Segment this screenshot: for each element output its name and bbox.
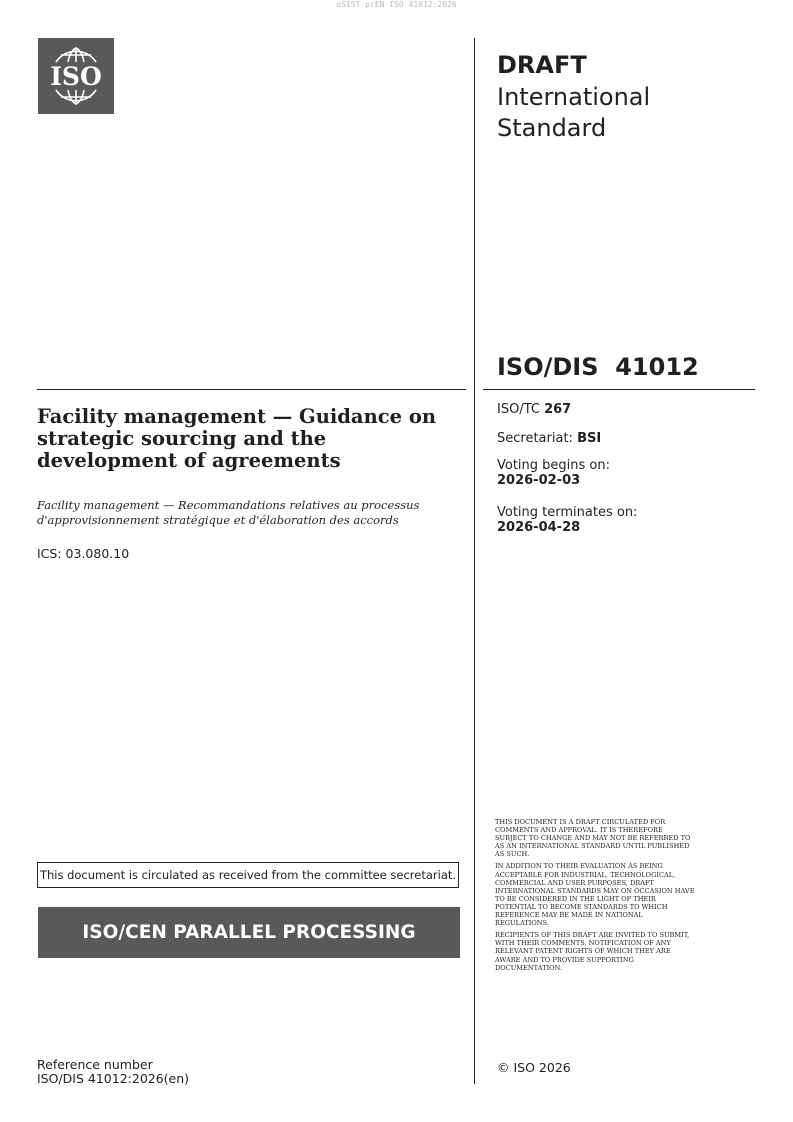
ics-code: ICS: 03.080.10 xyxy=(37,546,130,561)
voting-begins xyxy=(497,458,610,488)
reference-label: Reference number xyxy=(37,1057,153,1072)
disclaimer-paragraph: RECIPIENTS OF THIS DRAFT ARE INVITED TO SUBMIT, WITH THEIR COMMENTS, NOTIFICATION OF ANY RELEVANT PATENT RIGHTS OF WHICH THEY ARE AWARE AND TO PROVIDE SUPPORTING DOCUMENTATION. xyxy=(495,931,690,972)
parallel-processing-banner: ISO/CEN PARALLEL PROCESSING xyxy=(38,907,460,958)
doc-number: ISO/DIS 41012 xyxy=(497,353,699,381)
doc-type-line: International xyxy=(497,83,651,111)
reference-number xyxy=(37,1058,189,1086)
copyright: © ISO 2026 xyxy=(497,1060,571,1075)
disclaimer-paragraph: IN ADDITION TO THEIR EVALUATION AS BEING ACCEPTABLE FOR INDUSTRIAL, TECHNOLOGICAL, COMMERCIAL AND USER PURPOSES, DRAFT INTERNATIONAL STANDARDS MAY ON OCCASION HAVE TO BE CONSIDERED IN THE LIGHT OF THEIR POTENTIAL TO BECOME STANDARDS TO WHICH REFERENCE MAY BE MADE IN NATIONAL REGULATIONS. xyxy=(495,862,695,928)
reference-value: ISO/DIS 41012:2026(en) xyxy=(37,1071,190,1086)
svg-text:ISO: ISO xyxy=(50,62,102,91)
doc-type-draft: DRAFT xyxy=(497,51,587,79)
document-title-french: Facility management — Recommandations relatives au processus d'approvisionnement stratégique et d'élaboration des accords xyxy=(37,498,420,527)
disclaimer-paragraph: THIS DOCUMENT IS A DRAFT CIRCULATED FOR COMMENTS AND APPROVAL. IT IS THEREFORE SUBJECT TO CHANGE AND MAY NOT BE REFERRED TO AS AN INTERNATIONAL STANDARD UNTIL PUBLISHED AS SUCH. xyxy=(495,818,691,859)
doc-type xyxy=(497,82,650,144)
disclaimer xyxy=(495,818,695,976)
voting-terminates-date: 2026-04-28 xyxy=(497,520,581,535)
secretariat-label: Secretariat: xyxy=(497,431,578,446)
voting-begins-label: Voting begins on: xyxy=(497,458,611,473)
horizontal-divider-right xyxy=(483,389,755,390)
circulation-note: This document is circulated as received from the committee secretariat. xyxy=(37,862,459,888)
document-title: Facility management — Guidance on strategic sourcing and the development of agreements xyxy=(37,405,436,472)
voting-begins-date: 2026-02-03 xyxy=(497,473,581,488)
vertical-divider xyxy=(474,38,475,1084)
voting-terminates xyxy=(497,505,637,535)
doc-type-line: Standard xyxy=(497,114,607,142)
secretariat-value: BSI xyxy=(577,431,602,446)
iso-logo xyxy=(38,38,114,114)
secretariat xyxy=(497,431,601,446)
committee-value: 267 xyxy=(544,402,572,417)
globe-icon xyxy=(38,38,114,114)
committee xyxy=(497,402,571,417)
page-header-watermark: oSIST prEN ISO 41012:2026 xyxy=(336,0,457,9)
committee-label: ISO/TC xyxy=(497,402,545,417)
voting-terminates-label: Voting terminates on: xyxy=(497,505,638,520)
horizontal-divider-left xyxy=(37,389,466,390)
